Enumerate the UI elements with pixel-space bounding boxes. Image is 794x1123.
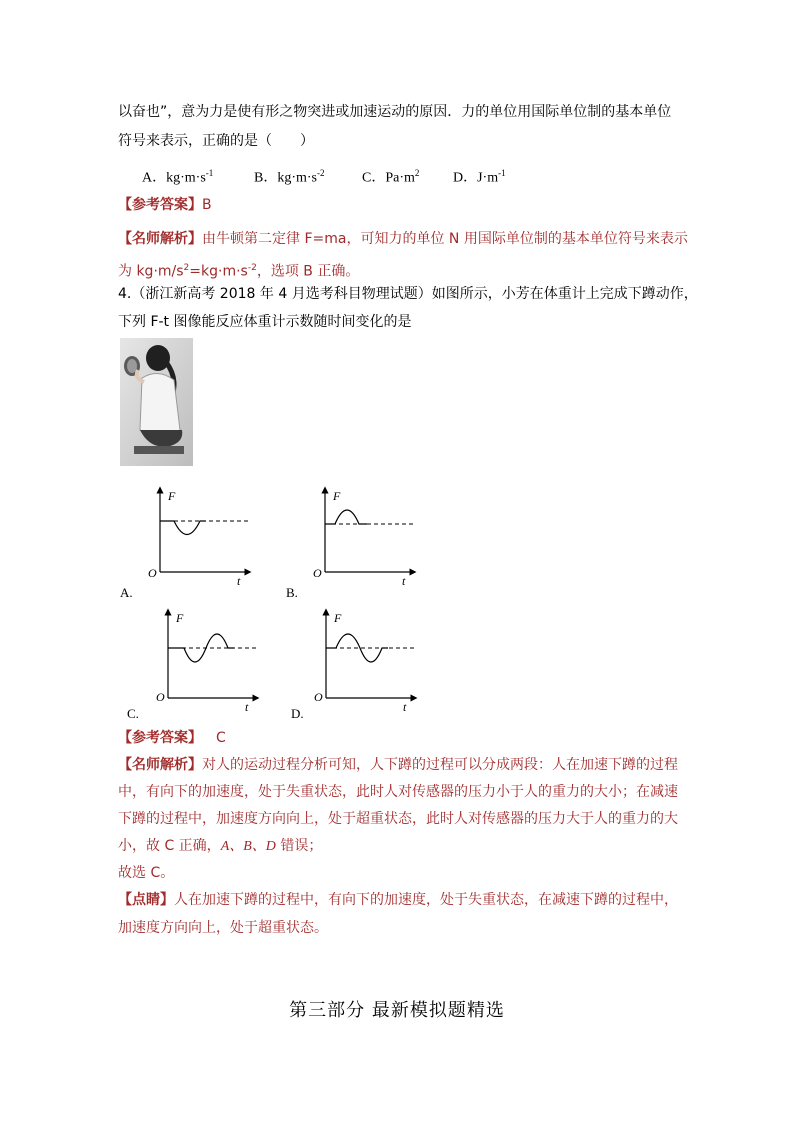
graph-d-f-label: F: [334, 611, 342, 625]
graph-option-d: [306, 606, 426, 720]
q4-analysis-text4b: A、B、D: [220, 839, 276, 854]
q3-option-d-text: D．J·m: [453, 170, 499, 186]
q3-answer: [118, 195, 212, 215]
q3-option-b: [254, 163, 325, 189]
q4-analysis-line2: 中，有向下的加速度，处于失重状态，此时人对传感器的压力小于人的重力的大小；在减速: [118, 784, 678, 800]
q4-answer: [118, 728, 226, 748]
q4-choose: 故选 C。: [118, 865, 175, 881]
q4-analysis-text1: 对人的运动过程分析可知，人下蹲的过程可以分成两段：人在加速下蹲的过程: [202, 757, 678, 773]
q3-analysis-line2: [118, 258, 359, 282]
graph-a-f-label: F: [168, 489, 176, 503]
q4-point-line1: [118, 890, 678, 910]
graph-b-origin-label: O: [313, 566, 322, 580]
q4-point-text1: 人在加速下蹲的过程中，有向下的加速度，处于失重状态，在减速下蹲的过程中，: [174, 892, 678, 908]
graph-b-t-label: t: [402, 574, 406, 588]
graph-option-a: [140, 484, 260, 598]
graph-a-t-label: t: [237, 574, 241, 588]
graph-b-f-label: F: [333, 489, 341, 503]
q3-analysis-text2b: =kg·m·s: [189, 263, 248, 280]
q3-option-b-sup: -2: [317, 168, 325, 178]
q3-option-d-sup: -1: [498, 168, 506, 178]
q3-option-b-text: B．kg·m·s: [254, 170, 317, 186]
q3-answer-value: B: [202, 197, 212, 213]
q3-answer-label: 【参考答案】: [118, 197, 202, 213]
q3-analysis-line1: [118, 229, 688, 249]
q3-option-a-sup: -1: [205, 168, 214, 178]
q4-answer-value: C: [216, 730, 226, 746]
q4-analysis-line4: [118, 836, 322, 857]
q3-option-c: [362, 163, 419, 189]
graph-c-origin-label: O: [156, 690, 165, 704]
q3-stem-line1: 以奋也”，意为力是使有形之物突进或加速运动的原因．力的单位用国际单位制的基本单位: [118, 104, 672, 120]
graph-c-t-label: t: [245, 700, 249, 714]
graph-option-b: [305, 484, 425, 598]
q4-point-label: 【点睛】: [118, 892, 174, 908]
q3-option-a-text: A．kg·m·s: [142, 170, 206, 186]
q3-analysis-text2c: ，选项 B 正确。: [256, 263, 360, 280]
q3-analysis-label: 【名师解析】: [118, 231, 202, 247]
q4-analysis-label: 【名师解析】: [118, 757, 202, 773]
graph-b-option-label: B.: [286, 585, 298, 600]
q3-analysis-text1: 由牛顿第二定律 F=ma，可知力的单位 N 用国际单位制的基本单位符号来表示: [202, 231, 688, 247]
q3-analysis-text2a: 为 kg·m/s: [118, 263, 184, 280]
q4-stem-line2: 下列 F-t 图像能反应体重计示数随时间变化的是: [118, 314, 412, 330]
q4-analysis-text4a: 小，故 C 正确，: [118, 838, 221, 854]
section-title: 第三部分 最新模拟题精选: [289, 1000, 505, 1021]
graph-option-c: [148, 606, 268, 720]
graph-a-origin-label: O: [148, 566, 157, 580]
q4-analysis-line1: [118, 755, 678, 775]
squatting-girl-photo: [120, 338, 193, 466]
q4-stem-line1: 4.（浙江新高考 2018 年 4 月选考科目物理试题）如图所示，小芳在体重计上完成下蹲动作，: [118, 286, 698, 302]
graph-a-option-label: A.: [120, 585, 133, 600]
q3-option-d: [453, 163, 506, 189]
q4-analysis-text4c: 错误；: [275, 838, 323, 854]
q3-stem-line2: 符号来表示，正确的是（ ）: [118, 133, 314, 149]
graph-d-t-label: t: [403, 700, 407, 714]
q3-option-c-text: C．Pa·m: [362, 170, 415, 186]
graph-c-option-label: C.: [127, 706, 139, 721]
q3-option-c-sup: 2: [414, 168, 420, 178]
graph-d-origin-label: O: [314, 690, 323, 704]
q3-option-a: [142, 163, 213, 189]
q3-analysis-sup2: -2: [247, 263, 257, 273]
graph-c-f-label: F: [176, 611, 184, 625]
q3-analysis-sup1: 2: [183, 263, 190, 273]
q4-analysis-line3: 下蹲的过程中，加速度方向向上，处于超重状态，此时人对传感器的压力大于人的重力的大: [118, 811, 678, 827]
q4-answer-label: 【参考答案】: [118, 730, 202, 746]
graph-d-option-label: D.: [291, 706, 304, 721]
q4-point-line2: 加速度方向向上，处于超重状态。: [118, 920, 328, 936]
